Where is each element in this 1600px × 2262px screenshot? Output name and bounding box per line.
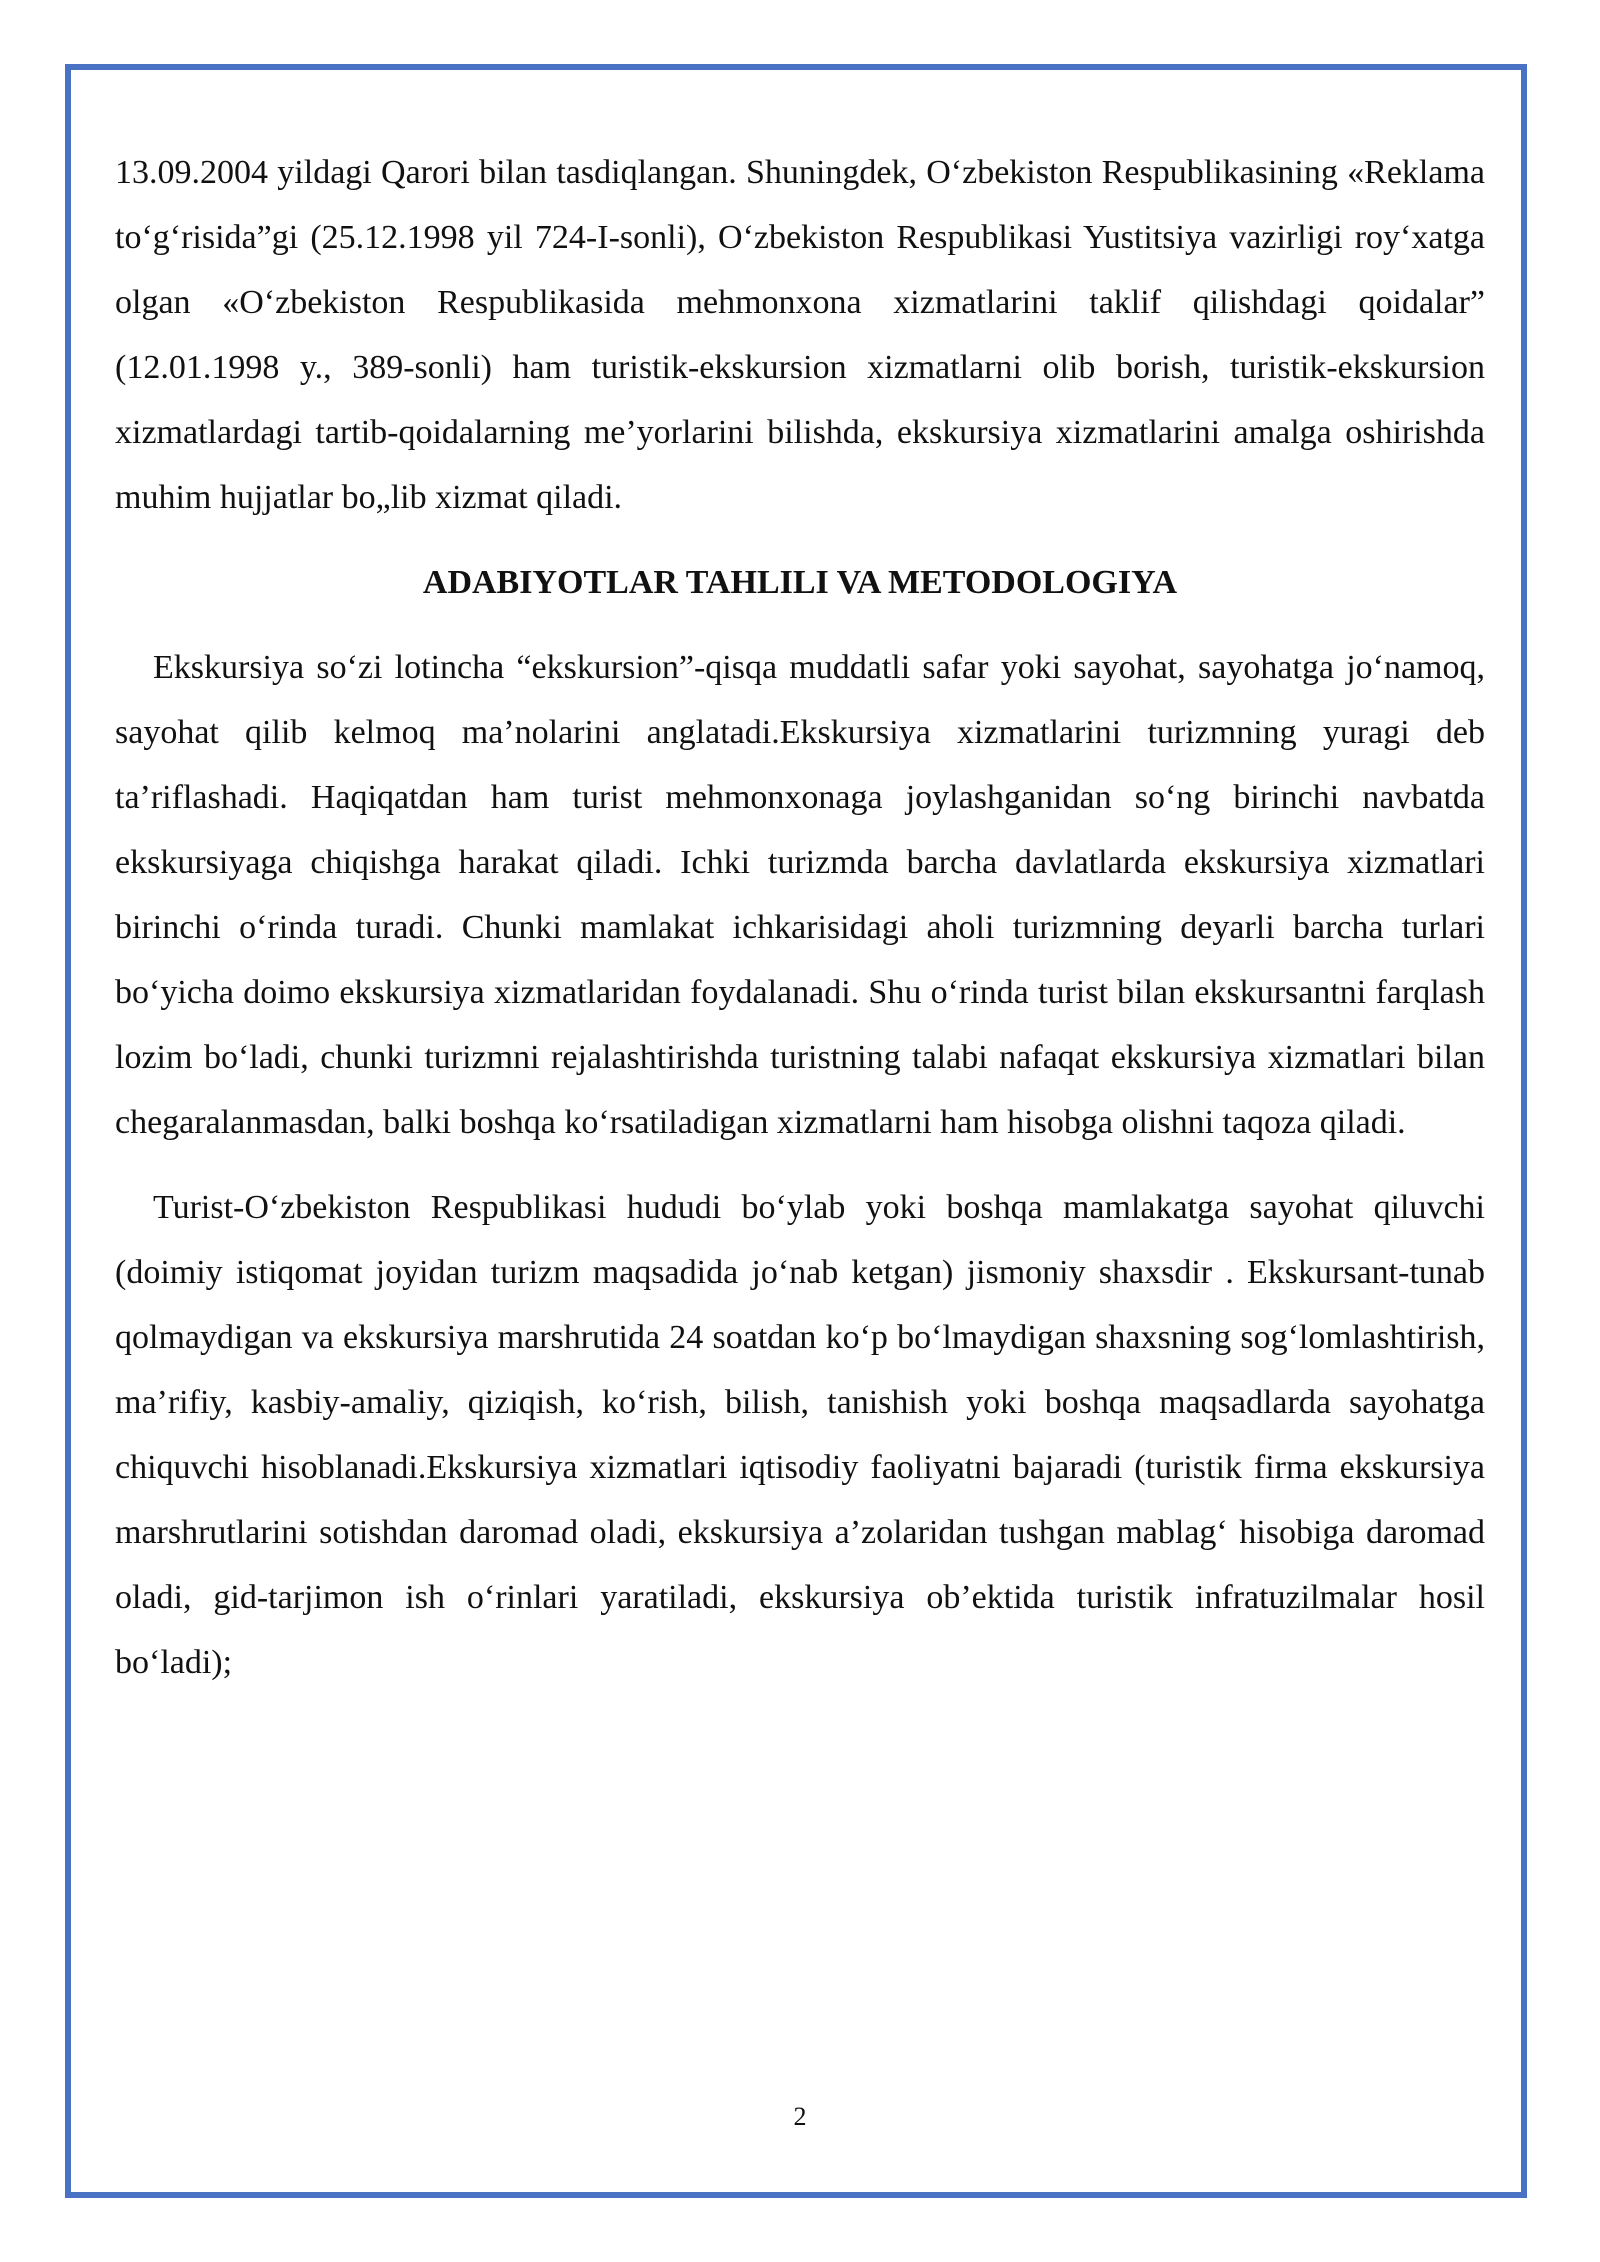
section-heading: ADABIYOTLAR TAHLILI VA METODOLOGIYA xyxy=(422,564,1178,601)
paragraph-intro: 13.09.2004 yildagi Qarori bilan tasdiqlangan. Shuningdek, O‘zbekiston Respublikasining «Reklama to‘g‘risida”gi (25.12.1998 yil 724-I-sonli), O‘zbekiston Respublikasi Yustitsiya vazirligi roy‘xatga olgan «O‘zbekiston Respublikasida mehmonxona xizmatlarini taklif qilishdagi qoidalar” (12.01.1998 y., 389-sonli) ham turistik-ekskursion xizmatlarni olib borish, turistik-ekskursion xizmatlardagi tartib-qoidalarning me’yorlarini bilishda, ekskursiya xizmatlarini amalga oshirishda muhim hujjatlar bo„lib xizmat qiladi. xyxy=(115,154,1485,516)
paragraph-turist: Turist-O‘zbekiston Respublikasi hududi bo‘ylab yoki boshqa mamlakatga sayohat qiluvchi (doimiy istiqomat joyidan turizm maqsadida jo‘nab ketgan) jismoniy shaxsdir . Ekskursant-tunab qolmaydigan va ekskursiya marshrutida 24 soatdan ko‘p bo‘lmaydigan shaxsning sog‘lomlashtirish, ma’rifiy, kasbiy-amaliy, qiziqish, ko‘rish, bilish, tanishish yoki boshqa maqsadlarda sayohatga chiquvchi hisoblanadi.Ekskursiya xizmatlari iqtisodiy faoliyatni bajaradi (turistik firma ekskursiya marshrutlarini sotishdan daromad oladi, ekskursiya a’zolaridan tushgan mablag‘ hisobiga daromad oladi, gid-tarjimon ish o‘rinlari yaratiladi, ekskursiya ob’ektida turistik infratuzilmalar hosil bo‘ladi); xyxy=(115,1189,1485,1681)
document-body xyxy=(115,140,1485,1695)
page-number: 2 xyxy=(793,2102,807,2131)
paragraph-ekskursiya: Ekskursiya so‘zi lotincha “ekskursion”-qisqa muddatli safar yoki sayohat, sayohatga jo‘namoq, sayohat qilib kelmoq ma’nolarini anglatadi.Ekskursiya xizmatlarini turizmning yuragi deb ta’riflashadi. Haqiqatdan ham turist mehmonxonaga joylashganidan so‘ng birinchi navbatda ekskursiyaga chiqishga harakat qiladi. Ichki turizmda barcha davlatlarda ekskursiya xizmatlari birinchi o‘rinda turadi. Chunki mamlakat ichkarisidagi aholi turizmning deyarli barcha turlari bo‘yicha doimo ekskursiya xizmatlaridan foydalanadi. Shu o‘rinda turist bilan ekskursantni farqlash lozim bo‘ladi, chunki turizmni rejalashtirishda turistning talabi nafaqat ekskursiya xizmatlari bilan chegaralanmasdan, balki boshqa ko‘rsatiladigan xizmatlarni ham hisobga olishni taqoza qiladi. xyxy=(115,649,1485,1141)
